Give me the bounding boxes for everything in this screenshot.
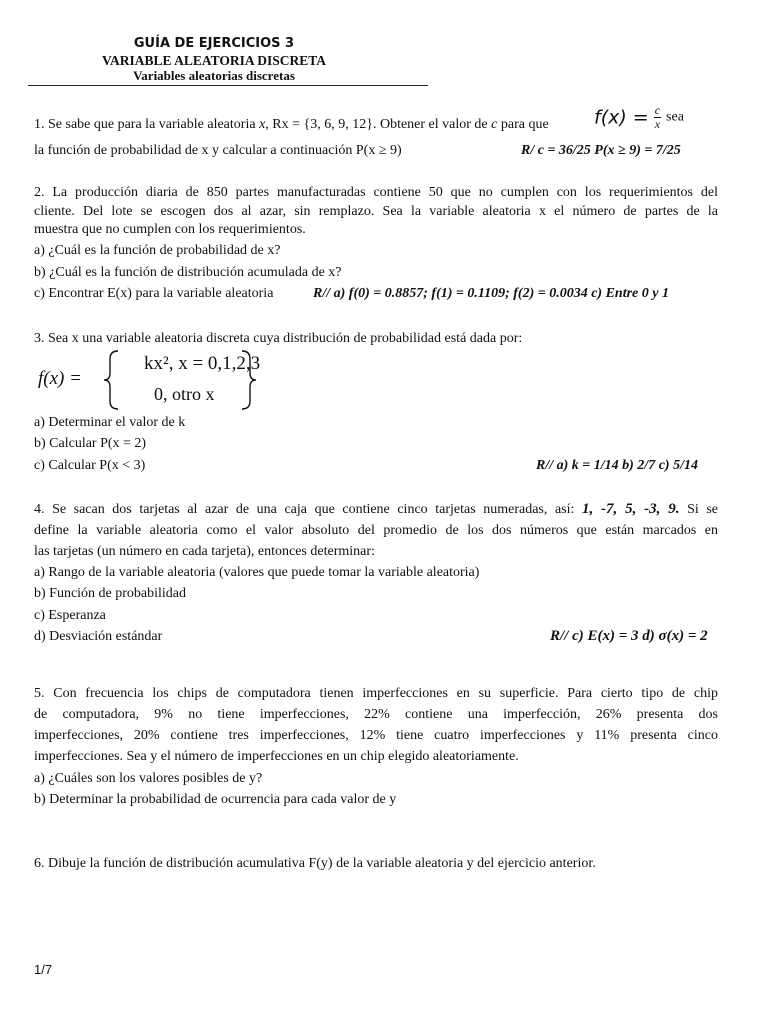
ex4-item-d: d) Desviación estándar (34, 629, 163, 644)
ex1-answer: R/ c = 36/25 P(x ≥ 9) = 7/25 (521, 143, 681, 158)
ex1-line1: 1. Se sabe que para la variable aleatoria x, Rx = {3, 6, 9, 12}. Obtener el valor de c para que (34, 117, 549, 132)
page-number: 1/7 (34, 962, 53, 977)
ex2-item-c: c) Encontrar E(x) para la variable aleatoria (34, 286, 274, 301)
ex4-item-c: c) Esperanza (34, 608, 106, 623)
ex3-item-a: a) Determinar el valor de k (34, 415, 186, 430)
ex3-line1: 3. Sea x una variable aleatoria discreta cuya distribución de probabilidad está dada por: (34, 331, 523, 346)
ex2-line2: cliente. Del lote se escogen dos al azar, sin remplazo. Sea la variable aleatoria x el número de partes de la (34, 204, 718, 219)
ex1-sea: sea (666, 109, 684, 125)
ex6-line1: 6. Dibuje la función de distribución acumulativa F(y) de la variable aleatoria y del ejercicio anterior. (34, 856, 596, 871)
ex1-line2: la función de probabilidad de x y calcular a continuación P(x ≥ 9) (34, 143, 402, 158)
ex4-card-numbers: 1, -7, 5, -3, 9. (581, 501, 680, 517)
ex5-line2: de computadora, 9% no tiene imperfecciones, 22% contiene una imperfección, 26% presenta dos (34, 707, 718, 722)
ex5-line3: imperfecciones, 20% contiene tres imperfecciones, 12% tiene cuatro imperfecciones y 11% presenta cinco (34, 728, 718, 743)
document-title: GUÍA DE EJERCICIOS 3 (133, 36, 295, 51)
ex4-line3: las tarjetas (un número en cada tarjeta), entonces determinar: (34, 544, 375, 559)
document-topic: Variables aleatorias discretas (133, 68, 295, 83)
ex5-item-a: a) ¿Cuáles son los valores posibles de y? (34, 771, 263, 786)
ex1-formula (594, 104, 684, 131)
ex5-item-b: b) Determinar la probabilidad de ocurrencia para cada valor de y (34, 792, 397, 807)
ex3-formula-label: f(x) = (38, 368, 82, 389)
ex3-item-b: b) Calcular P(x = 2) (34, 436, 147, 451)
ex4-answer: R// c) E(x) = 3 d) σ(x) = 2 (550, 628, 708, 644)
ex4-line1: 4. Se sacan dos tarjetas al azar de una caja que contiene cinco tarjetas numeradas, así: 1, -7, 5, -3, 9. Si se (34, 501, 719, 517)
ex2-line3: muestra que no cumplen con los requerimientos. (34, 222, 306, 237)
ex4-item-a: a) Rango de la variable aleatoria (valores que puede tomar la variable aleatoria) (34, 565, 480, 580)
ex2-answer: R// a) f(0) = 0.8857; f(1) = 0.1109; f(2) = 0.0034 c) Entre 0 y 1 (313, 286, 669, 301)
ex1-fraction: $\frac{c}{x}$ (654, 103, 661, 131)
ex4-item-b: b) Función de probabilidad (34, 586, 187, 601)
document-subtitle: VARIABLE ALEATORIA DISCRETA (101, 53, 327, 68)
ex2-line1: 2. La producción diaria de 850 partes manufacturadas contiene 50 que no cumplen con los requerimientos del (34, 185, 718, 200)
ex2-item-a: a) ¿Cuál es la función de probabilidad de x? (34, 243, 281, 258)
ex5-line4: imperfecciones. Sea y el número de imperfecciones en un chip elegido aleatoriamente. (34, 749, 519, 764)
ex2-item-b: b) ¿Cuál es la función de distribución acumulada de x? (34, 265, 342, 280)
ex3-formula-row1: kx², x = 0,1,2,3 (144, 353, 261, 374)
ex3-item-c: c) Calcular P(x < 3) (34, 458, 146, 473)
ex4-line2: define la variable aleatoria como el valor absoluto del promedio de los dos números que están marcados en (34, 523, 718, 538)
ex3-answer: R// a) k = 1/14 b) 2/7 c) 5/14 (536, 458, 698, 473)
ex3-piecewise-formula (38, 347, 261, 413)
ex3-formula-row2: 0, otro x (154, 384, 215, 404)
header-rule (28, 85, 428, 86)
ex1-fx: f(x) = (594, 106, 649, 129)
ex5-line1: 5. Con frecuencia los chips de computadora tienen imperfecciones en su superficie. Para cierto tipo de chip (34, 686, 718, 701)
